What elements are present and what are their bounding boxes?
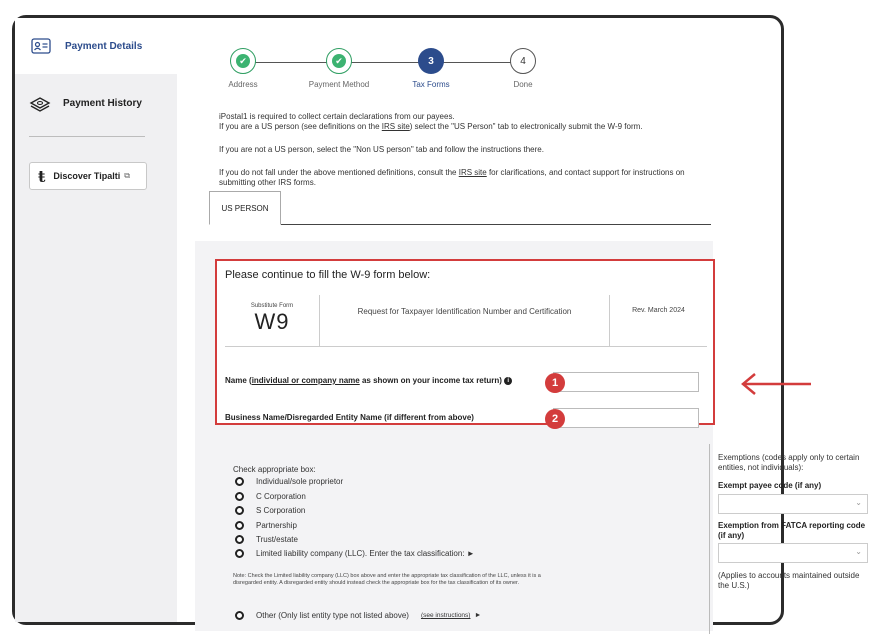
radio-button[interactable] [235, 549, 244, 558]
check-icon: ✔ [332, 54, 346, 68]
w9-highlight-box [215, 259, 715, 425]
business-name-field-label: Business Name/Disregarded Entity Name (if different from above) [225, 413, 474, 422]
sidebar [15, 18, 177, 622]
fatca-exemption-select[interactable] [718, 543, 868, 563]
step-label: Address [228, 80, 258, 89]
discover-tipalti-button[interactable] [29, 162, 147, 190]
step-done[interactable] [483, 48, 563, 89]
step-badge-1: 1 [545, 373, 565, 393]
sidebar-item-label: Payment Details [65, 40, 143, 52]
info-text: ) select the "US Person" tab to electronically submit the W-9 form. [409, 122, 643, 131]
name-input[interactable] [553, 372, 699, 392]
step-address[interactable] [203, 48, 283, 89]
label-link: individual or company name [251, 376, 360, 385]
name-field-label [225, 376, 512, 385]
step-circle: 3 [418, 48, 444, 74]
step-circle [230, 48, 256, 74]
radio-c-corporation[interactable] [235, 492, 306, 501]
sidebar-item-payment-details[interactable] [15, 18, 177, 74]
info-text: for clarifications, and contact support for instructions on submitting other IRS forms. [219, 168, 685, 187]
arrow-right-icon: ► [474, 612, 482, 619]
sidebar-item-label: Payment History [63, 97, 142, 109]
sidebar-divider [29, 136, 145, 137]
llc-note: Note: Check the Limited liability company (LLC) box above and enter the appropriate tax classification of the LLC, unless it is a disregarded entity. A disregarded entity should instead check the appropriate box for the tax classification of its owner. [233, 573, 541, 586]
radio-label: Individual/sole proprietor [256, 477, 344, 486]
chevron-down-icon: ⌄ [855, 547, 862, 556]
radio-button[interactable] [235, 611, 244, 620]
info-icon[interactable]: i [504, 377, 512, 385]
exempt-payee-select[interactable] [718, 494, 868, 514]
label-text: as shown on your income tax return) [359, 376, 505, 385]
w9-revision: Rev. March 2024 [632, 307, 685, 314]
radio-label: Other (Only list entity type not listed above) [256, 611, 409, 620]
info-line: iPostal1 is required to collect certain declarations from our payees. [219, 112, 455, 121]
step-tax-forms[interactable] [391, 48, 471, 89]
exempt-payee-label: Exempt payee code (if any) [718, 481, 822, 490]
stepper-line [255, 62, 519, 63]
radio-label: Trust/estate [256, 535, 298, 544]
step-label: Tax Forms [412, 80, 450, 89]
tab-us-person[interactable]: US PERSON [209, 191, 281, 225]
radio-label: C Corporation [256, 492, 306, 501]
arrow-left-icon [739, 372, 815, 396]
radio-button[interactable] [235, 535, 244, 544]
step-label: Payment Method [308, 80, 370, 89]
app-window [12, 15, 866, 625]
sidebar-item-payment-history[interactable] [29, 88, 142, 118]
info-paragraph-2: If you are not a US person, select the "Non US person" tab and follow the instructions there. [219, 145, 544, 154]
step-circle [326, 48, 352, 74]
classification-title: Check appropriate box: [233, 465, 316, 474]
step-label: Done [513, 80, 533, 89]
irs-site-link[interactable]: IRS site [381, 122, 410, 131]
step-circle: 4 [510, 48, 536, 74]
radio-trust-estate[interactable] [235, 535, 298, 544]
radio-label: Limited liability company (LLC). Enter the tax classification: ► [256, 549, 475, 558]
w9-form-id [225, 295, 320, 347]
discover-label: Discover Tipalti [53, 171, 121, 181]
step-payment-method[interactable] [299, 48, 379, 89]
irs-site-link[interactable]: IRS site [458, 168, 487, 177]
radio-other[interactable] [235, 611, 481, 620]
money-stack-icon [29, 94, 51, 112]
substitute-form-label: Substitute Form [250, 303, 294, 309]
fatca-note: (Applies to accounts maintained outside the U.S.) [718, 571, 860, 590]
info-line [219, 122, 719, 132]
exemptions-divider [709, 444, 710, 634]
business-name-input[interactable] [553, 408, 699, 428]
see-instructions-link[interactable]: (see instructions) [420, 612, 471, 619]
id-card-icon [31, 38, 51, 54]
exemptions-intro: Exemptions (codes apply only to certain entities, not individuals): [718, 453, 860, 472]
progress-stepper [203, 48, 563, 98]
fatca-exemption-label: Exemption from FATCA reporting code (if any) [718, 521, 866, 540]
radio-button[interactable] [235, 521, 244, 530]
radio-label: Partnership [256, 521, 297, 530]
radio-s-corporation[interactable] [235, 506, 305, 515]
label-text: Name ( [225, 376, 252, 385]
w9-form-name: W9 [254, 309, 290, 334]
tipalti-logo-icon: ŧ [38, 166, 46, 186]
radio-button[interactable] [235, 506, 244, 515]
w9-header [225, 295, 707, 347]
radio-button[interactable] [235, 492, 244, 501]
w9-form-heading: Please continue to fill the W-9 form below: [225, 269, 431, 281]
person-tabs [209, 191, 711, 225]
info-text: If you do not fall under the above mentioned definitions, consult the [219, 168, 459, 177]
w9-request-title: Request for Taxpayer Identification Number and Certification [320, 295, 610, 347]
info-paragraph-3 [219, 168, 719, 188]
main-content [177, 18, 866, 622]
radio-individual[interactable] [235, 477, 343, 486]
external-link-icon: ⧉ [124, 171, 130, 180]
step-badge-2: 2 [545, 409, 565, 429]
radio-llc[interactable] [235, 549, 475, 558]
radio-partnership[interactable] [235, 521, 297, 530]
radio-label: S Corporation [256, 506, 306, 515]
info-text: If you are a US person (see definitions on the [219, 122, 382, 131]
info-paragraph-1 [219, 112, 719, 132]
check-icon: ✔ [236, 54, 250, 68]
chevron-down-icon: ⌄ [855, 498, 862, 507]
radio-button[interactable] [235, 477, 244, 486]
